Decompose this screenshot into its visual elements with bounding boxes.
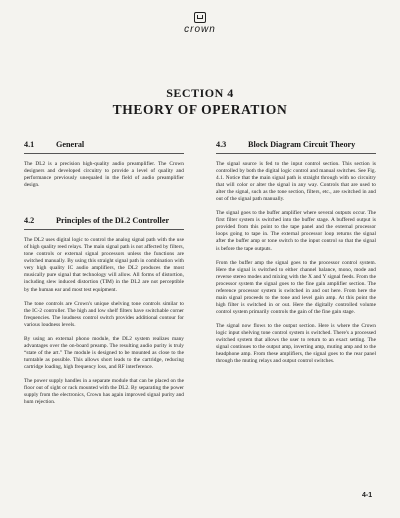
paragraph: The power supply handles in a separate module that can be placed on the floor out of sight or rack mounted with the DL2. By separating the power supply from the electronics, Crown has again improved signal purity and hum rejection. xyxy=(24,377,184,406)
paragraph: The DL2 uses digital logic to control the analog signal path with the use of high quality reed relays. The main signal path is not affected by filters, tone controls or external signal processors unless the functions are switched manually. By using this straight signal path in combination with very high quality IC audio amplifiers, the DL2 produces the most musically pure signal that technology will allow. All forms of distortion, including slew induced distortion (TIM) in the DL2 are not perceptible by the human ear and most test equipment. xyxy=(24,237,184,293)
paragraph: By using an external phono module, the DL2 system realizes many advantages over the on-board preamp. The resulting audio purity is truly “state of the art.” The module is designed to be mounted as close to the turntable as possible. This allows short leads to the cartridge, reducing cartridge loading, high frequency loss, and RF interference. xyxy=(24,335,184,370)
paragraph: The signal source is fed to the input control section. This section is controlled by both the digital logic control and manual switches. See Fig. 4.1. Notice that the main signal path is straight through with no circuitry that will color or alter the signal in any way. Controls that are used to alter the signal, such as the tone section, filters, etc., are switched in and out of the signal path manually. xyxy=(216,161,376,203)
heading-rule xyxy=(216,153,376,154)
section-title: Principles of the DL2 Controller xyxy=(56,216,170,226)
title-block xyxy=(0,86,400,118)
section-number: 4.2 xyxy=(24,216,35,226)
paragraph: The DL2 is a precision high-quality audio preamplifier. The Crown designers and developed circuitry to provide a level of quality and performance previously unequaled in the field of audio preamplifier design. xyxy=(24,161,184,189)
page-title: THEORY OF OPERATION xyxy=(112,102,288,117)
heading-rule xyxy=(24,153,184,154)
paragraph: The tone controls are Crown's unique shelving tone controls similar to the IC-2 controller. The high and low shelf filters have switchable corner frequencies. The loudness control switch provides additional contour for various loudness levels. xyxy=(24,300,184,328)
paragraph: The signal now flows to the output section. Here is where the Crown logic input shelving tone control system is switched. There's a processed switched system that allows the user to return to an exact setting. The signal continues to the output amp, inverting amp, muting amp and to the headphone amp. From these amplifiers, the signal goes to the rear panel through the muting relays and output control switches. xyxy=(216,322,376,365)
page-number: 4-1 xyxy=(362,492,373,499)
section-heading-general xyxy=(24,140,184,149)
section-heading-block-diagram xyxy=(216,140,376,149)
paragraph: From the buffer amp the signal goes to the processor control system. Here the signal is switched to either channel balance, mono, mode and reverse stereo modes and mixing with the X and Y signal feeds. From the processor system the signal goes to the fine gain amplifier section. The reference processor system is switched in and out here. From here the main signal proceeds to the tone and level gain amp. At this point the high filter is switched in or out. Here the digitally controlled volume control system primarily controls the gain of the fine gain stage. xyxy=(216,259,376,315)
paragraph: The signal goes to the buffer amplifier where several outputs occur. The first filter system is switched into the buffer stage. A buffered output is provided from this point to the tape panel and the external processor loops going to tape in. The external processor loop returns the signal after the buffer amp or tone switch to the input control so that the signal is before the tape outputs. xyxy=(216,210,376,252)
crown-logo-icon xyxy=(194,12,206,23)
left-column xyxy=(24,140,184,413)
heading-rule xyxy=(24,229,184,230)
section-label: SECTION 4 xyxy=(166,86,234,100)
section-heading-principles xyxy=(24,216,184,225)
section-number: 4.3 xyxy=(216,140,227,149)
section-title: Block Diagram Circuit Theory xyxy=(248,140,356,149)
section-number: 4.1 xyxy=(24,140,35,149)
section-title: General xyxy=(56,140,85,149)
logo-wordmark: crown xyxy=(184,24,216,35)
crown-logo xyxy=(174,12,226,35)
right-column xyxy=(216,140,376,372)
